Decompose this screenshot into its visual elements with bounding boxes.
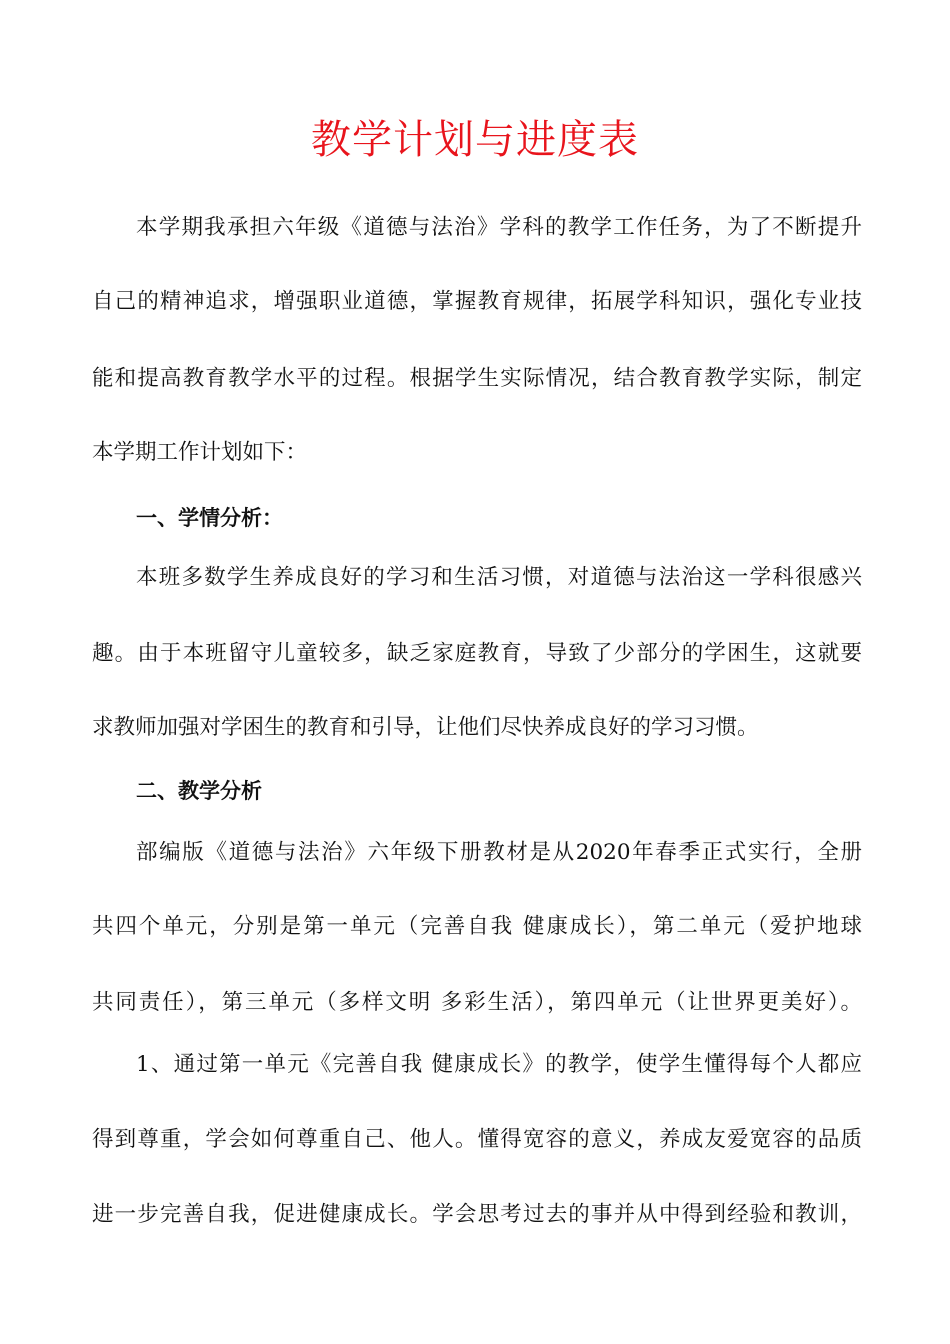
section2-line-3: 共同责任），第三单元（多样文明 多彩生活），第四单元（让世界更美好）。 xyxy=(92,990,862,1015)
section2-line-1: 部编版《道德与法治》六年级下册教材是从2020年春季正式实行，全册 xyxy=(136,840,862,865)
intro-line-3: 能和提高教育教学水平的过程。根据学生实际情况，结合教育教学实际，制定 xyxy=(92,366,862,391)
item1-line-3: 进一步完善自我，促进健康成长。学会思考过去的事并从中得到经验和教训， xyxy=(92,1202,862,1227)
section-heading-teaching-analysis: 二、教学分析 xyxy=(136,779,262,803)
section2-line-2: 共四个单元，分别是第一单元（完善自我 健康成长），第二单元（爱护地球 xyxy=(92,914,862,939)
intro-line-2: 自己的精神追求，增强职业道德，掌握教育规律，拓展学科知识，强化专业技 xyxy=(92,289,862,314)
section1-line-3: 求教师加强对学困生的教育和引导，让他们尽快养成良好的学习习惯。 xyxy=(92,715,759,740)
section1-line-1: 本班多数学生养成良好的学习和生活习惯，对道德与法治这一学科很感兴 xyxy=(136,565,862,590)
intro-line-1: 本学期我承担六年级《道德与法治》学科的教学工作任务，为了不断提升 xyxy=(136,215,862,240)
intro-line-4: 本学期工作计划如下： xyxy=(92,440,308,465)
section1-line-2: 趣。由于本班留守儿童较多，缺乏家庭教育，导致了少部分的学困生，这就要 xyxy=(92,641,862,666)
document-title: 教学计划与进度表 xyxy=(311,117,639,163)
item1-line-2: 得到尊重，学会如何尊重自己、他人。懂得宽容的意义，养成友爱宽容的品质 xyxy=(92,1127,862,1152)
section-heading-learning-analysis: 一、学情分析： xyxy=(136,506,283,530)
item1-line-1: 1、通过第一单元《完善自我 健康成长》的教学，使学生懂得每个人都应 xyxy=(136,1052,862,1077)
